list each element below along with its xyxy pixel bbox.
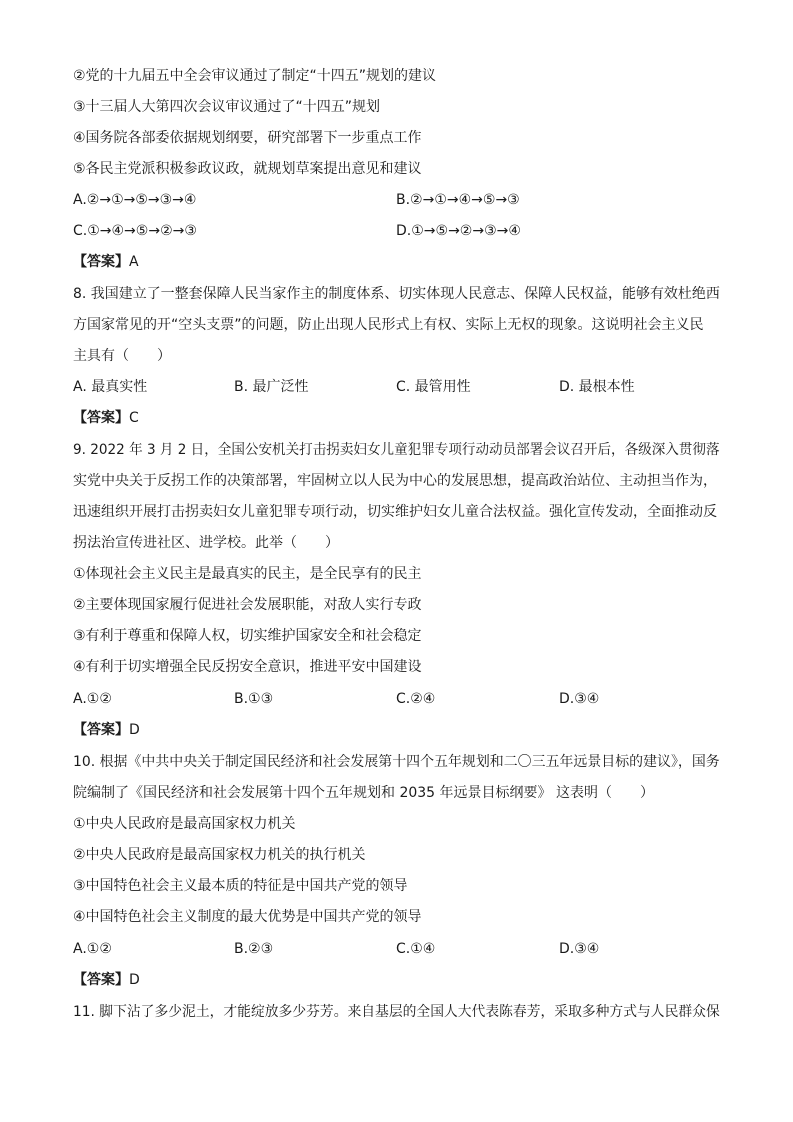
q8-option-a: A. 最真实性	[73, 379, 148, 395]
q9-item-3: ③有利于尊重和保障人权，切实维护国家安全和社会稳定	[73, 628, 422, 644]
q7-option-b: B.②→①→④→⑤→③	[396, 192, 520, 208]
answer-value: A	[129, 254, 139, 270]
q8-option-d: D. 最根本性	[559, 379, 635, 395]
q7-option-d: D.①→⑤→②→③→④	[396, 223, 521, 239]
q10-answer	[73, 970, 140, 990]
q9-answer	[73, 720, 140, 740]
q7-item-5: ⑤各民主党派积极参政议政，就规划草案提出意见和建议	[73, 161, 422, 177]
q8-answer	[73, 408, 139, 428]
q10-item-3: ③中国特色社会主义最本质的特征是中国共产党的领导	[73, 878, 408, 894]
q10-item-4: ④中国特色社会主义制度的最大优势是中国共产党的领导	[73, 909, 422, 925]
q10-item-1: ①中央人民政府是最高国家权力机关	[73, 816, 296, 832]
answer-value: C	[129, 410, 139, 426]
q7-option-c: C.①→④→⑤→②→③	[73, 223, 197, 239]
q7-item-3: ③十三届人大第四次会议审议通过了“十四五”规划	[73, 99, 381, 115]
q7-option-a: A.②→①→⑤→③→④	[73, 192, 197, 208]
answer-value: D	[129, 722, 140, 738]
q7-answer	[73, 252, 139, 272]
q9-item-1: ①体现社会主义民主是最真实的民主，是全民享有的民主	[73, 566, 422, 582]
q8-option-c: C. 最管用性	[396, 379, 471, 395]
answer-label: 【答案】	[73, 972, 129, 988]
q8-stem-line-3: 主具有（ ）	[73, 348, 171, 364]
q7-item-2: ②党的十九届五中全会审议通过了制定“十四五”规划的建议	[73, 68, 437, 84]
q9-option-d: D.③④	[559, 691, 600, 707]
q9-stem-line-3: 迅速组织开展打击拐卖妇女儿童犯罪专项行动，切实维护妇女儿童合法权益。强化宣传发动，全面推动反	[73, 504, 717, 520]
q7-item-4: ④国务院各部委依据规划纲要，研究部署下一步重点工作	[73, 130, 422, 146]
q10-option-b: B.②③	[234, 941, 274, 957]
q9-option-b: B.①③	[234, 691, 274, 707]
q10-stem-line-1: 10. 根据《中共中央关于制定国民经济和社会发展第十四个五年规划和二〇三五年远景目标的建议》，国务	[73, 754, 720, 770]
answer-label: 【答案】	[73, 254, 129, 270]
answer-label: 【答案】	[73, 722, 129, 738]
q9-stem-line-4: 拐法治宣传进社区、进学校。此举（ ）	[73, 535, 339, 551]
q9-item-2: ②主要体现国家履行促进社会发展职能，对敌人实行专政	[73, 597, 422, 613]
answer-label: 【答案】	[73, 410, 129, 426]
q9-item-4: ④有利于切实增强全民反拐安全意识，推进平安中国建设	[73, 659, 422, 675]
q8-stem-line-2: 方国家常见的开“空头支票”的问题，防止出现人民形式上有权、实际上无权的现象。这说明社会主义民	[73, 317, 704, 333]
q8-option-b: B. 最广泛性	[234, 379, 309, 395]
answer-value: D	[129, 972, 140, 988]
q10-option-c: C.①④	[396, 941, 436, 957]
q9-stem-line-1: 9. 2022 年 3 月 2 日，全国公安机关打击拐卖妇女儿童犯罪专项行动动员部署会议召开后，各级深入贯彻落	[73, 442, 720, 458]
q9-option-a: A.①②	[73, 691, 112, 707]
q9-option-c: C.②④	[396, 691, 436, 707]
q9-stem-line-2: 实党中央关于反拐工作的决策部署，牢固树立以人民为中心的发展思想，提高政治站位、主动担当作为，	[73, 473, 717, 489]
q10-stem-line-2: 院编制了《国民经济和社会发展第十四个五年规划和 2035 年远景目标纲要》 这表明（ ）	[73, 785, 654, 801]
q10-option-a: A.①②	[73, 941, 112, 957]
q11-stem-line-1: 11. 脚下沾了多少泥土，才能绽放多少芬芳。来自基层的全国人大代表陈春芳，采取多种方式与人民群众保	[73, 1004, 720, 1020]
q8-stem-line-1: 8. 我国建立了一整套保障人民当家作主的制度体系、切实体现人民意志、保障人民权益，能够有效杜绝西	[73, 286, 720, 302]
q10-option-d: D.③④	[559, 941, 600, 957]
q10-item-2: ②中央人民政府是最高国家权力机关的执行机关	[73, 847, 366, 863]
